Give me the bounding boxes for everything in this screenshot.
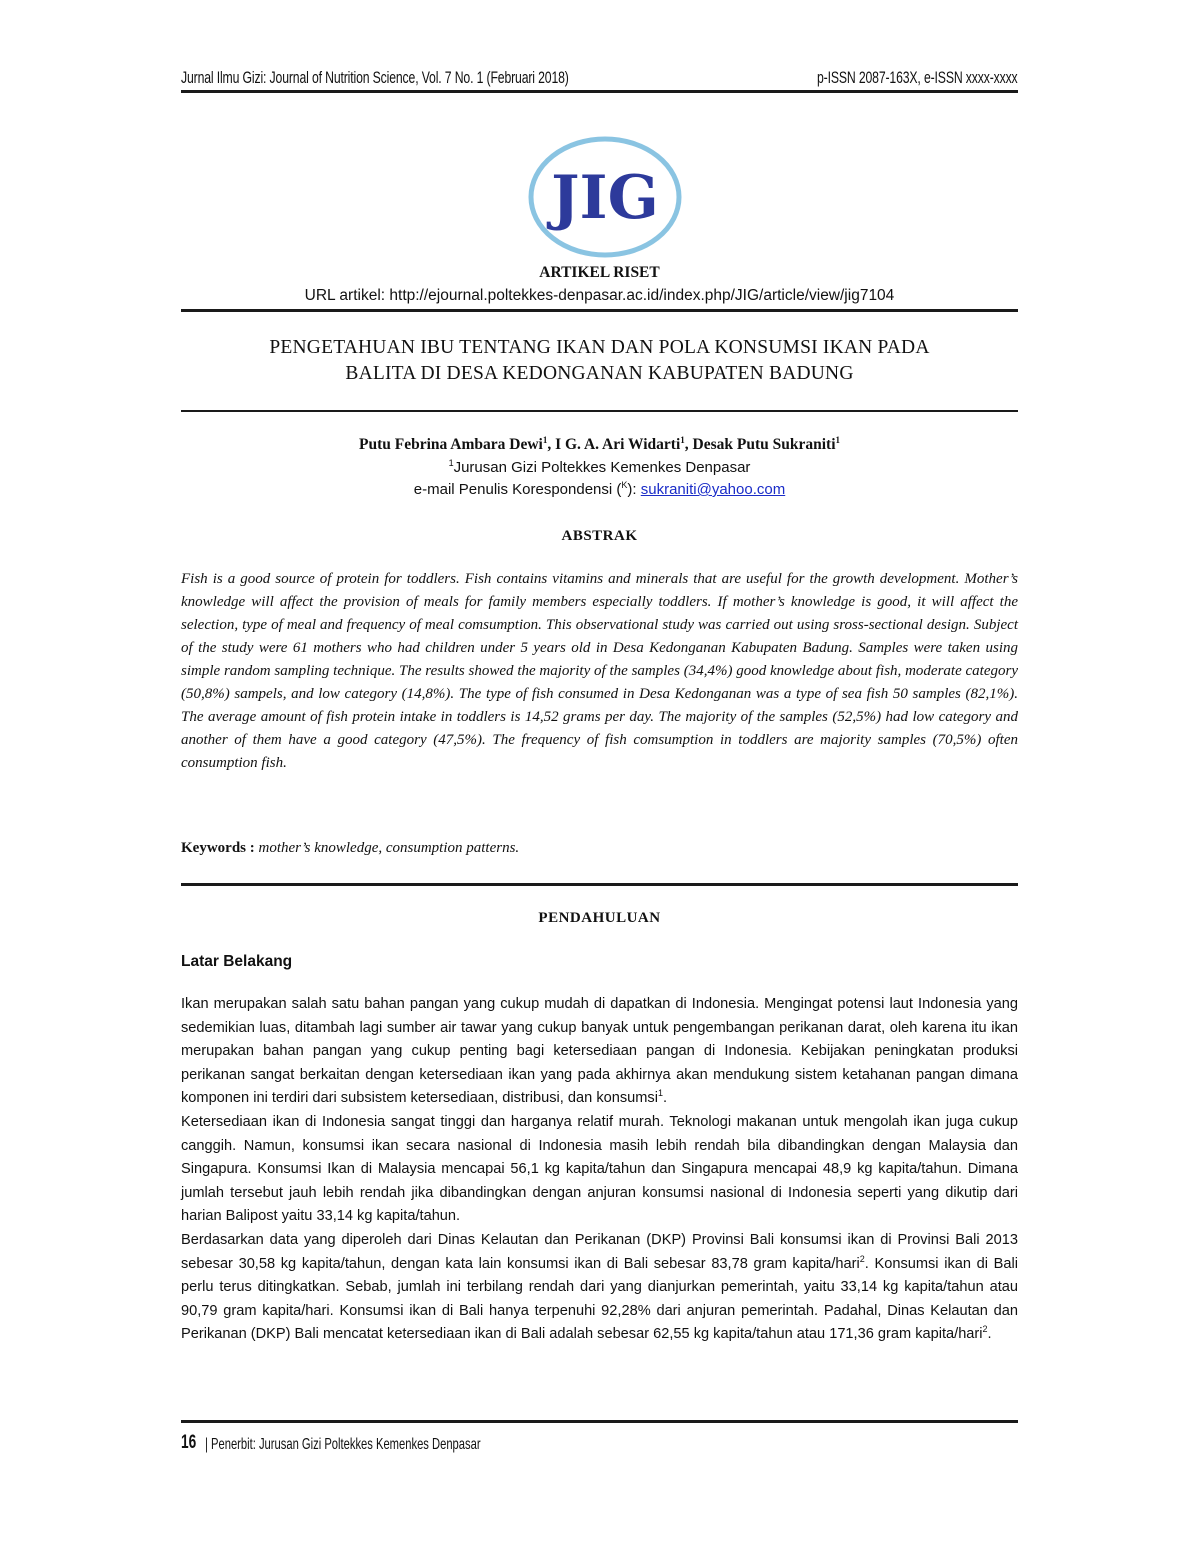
title-line-2: BALITA DI DESA KEDONGANAN KABUPATEN BADUNG [345, 363, 854, 384]
journal-logo [528, 136, 682, 258]
correspondence-suffix: ): [627, 481, 641, 498]
correspondence-line [181, 481, 1018, 498]
correspondence-prefix: e-mail Penulis Korespondensi ( [413, 481, 622, 498]
issn-header: p-ISSN 2087-163X, e-ISSN xxxx-xxxx [817, 68, 1018, 87]
section-heading: PENDAHULUAN [538, 910, 661, 926]
paragraph-text: . Konsumsi ikan di Bali perlu terus ditingkatkan. Sebab, jumlah ini terbilang rendah dari yang dianjurkan pemerintah, yaitu 33,14 kg kapita/tahun atau 90,79 gram kapita/hari. Konsumsi ikan di Bali hanya terpenuhi 92,28% dari anjuran pemerintah. Padahal, Dinas Kelautan dan Perikanan (DKP) Bali mencatat ketersediaan ikan di Bali adalah sebesar 62,55 kg kapita/tahun atau 171,36 gram kapita/hari [181, 1255, 1018, 1343]
author-sup: 1 [542, 435, 548, 445]
page-number: 16 [181, 1432, 197, 1453]
citation-sup: 2 [982, 1324, 988, 1335]
author-sep: , [684, 436, 693, 453]
affiliation-sup: 1 [448, 458, 454, 468]
paragraph: Ketersediaan ikan di Indonesia sangat tinggi dan harganya relatif murah. Teknologi makanan untuk mengolah ikan juga cukup canggih. Namun, konsumsi ikan secara nasional di Indonesia masih lebih rendah bila dibandingkan dengan Malaysia dan Singapura. Konsumsi Ikan di Malaysia mencapai 56,1 kg kapita/tahun dan Singapura mencapai 48,9 kg kapita/tahun. Dimana jumlah tersebut jauh lebih rendah jika dibandingkan dengan anjuran konsumsi nasional di Indonesia seperti yang dikutip dari harian Balipost yaitu 33,14 kg kapita/tahun. [181, 1113, 1018, 1225]
abstract-text: Fish is a good source of protein for toddlers. Fish contains vitamins and minerals that are useful for the growth development. Mother’s knowledge will affect the provision of meals for family members especially toddlers. If mother’s knowledge is good, it will affect the selection, type of meal and frequency of meal comsumption. This observational study was carried out using sross-sectional design. Subject of the study were 61 mothers who had children under 5 years old in Desa Kedonganan Kabupaten Badung. Samples were taken using simple random sampling technique. The results showed the majority of the samples (34,4%) good knowledge about fish, moderate category (50,8%) sampels, and low category (14,8%). The type of fish consumed in Desa Kedonganan was a type of sea fish 50 samples (82,1%). The average amount of fish protein intake in toddlers is 14,52 grams per day. The majority of the samples (52,5%) had low category and another of them have a good category (47,5%). The frequency of fish comsumption in toddlers are majority samples (70,5%) often consumption fish. [181, 571, 1018, 771]
correspondence-mark: K [621, 480, 628, 490]
paragraph-text: Berdasarkan data yang diperoleh dari Dinas Kelautan dan Perikanan (DKP) Provinsi Bali konsumsi ikan di Provinsi Bali 2013 sebesar 30,58 kg kapita/tahun, dengan kata lain konsumsi ikan di Bali sebesar 83,78 gram kapita/hari [181, 1231, 1018, 1272]
citation-sup: 2 [859, 1253, 865, 1264]
abstract-bottom-rule [181, 883, 1018, 886]
publisher-line: | Penerbit: Jurusan Gizi Poltekkes Kemenkes Denpasar [205, 1436, 481, 1453]
author-list [181, 436, 1018, 454]
subsection-heading: Latar Belakang [181, 953, 293, 970]
article-url-line [181, 287, 1018, 305]
abstract-heading: ABSTRAK [561, 528, 638, 544]
paragraph-end: . [987, 1326, 992, 1343]
keywords-label: Keywords : [181, 840, 255, 856]
title-top-rule [181, 309, 1018, 312]
email-link[interactable]: sukraniti@yahoo.com [640, 481, 786, 498]
url-label: URL artikel: [304, 287, 386, 304]
author-sup: 1 [680, 435, 685, 445]
article-url[interactable]: http://ejournal.poltekkes-denpasar.ac.id/index.php/JIG/article/view/jig7104 [389, 287, 895, 304]
affiliation-text: Jurusan Gizi Poltekkes Kemenkes Denpasar [453, 459, 751, 476]
paragraph [181, 993, 1018, 1111]
keywords-line [181, 840, 1018, 857]
paragraph-text: Ikan merupakan salah satu bahan pangan yang cukup mudah di dapatkan di Indonesia. Mengingat potensi laut Indonesia yang sedemikian luas, ditambah lagi sumber air tawar yang cukup banyak untuk pengembangan perikanan darat, oleh karena itu ikan merupakan bahan pangan yang cukup penting bagi ketersediaan pangan di Indonesia. Kebijakan peningkatan produksi perikanan sangat berkaitan dengan ketersediaan ikan yang pada akhirnya akan mendukung sistem ketahanan pangan dimana komponen ini terdiri dari subsistem ketersediaan, distribusi, dan konsumsi [181, 996, 1018, 1107]
affiliation [181, 459, 1018, 476]
paragraph-end: . [662, 1090, 668, 1107]
author-sup: 1 [835, 435, 840, 445]
citation-sup: 1 [657, 1088, 663, 1099]
article-title [181, 335, 1018, 387]
body-text [181, 993, 1018, 1347]
author-name: I G. A. Ari Widarti [555, 436, 681, 453]
header-rule [181, 90, 1018, 93]
logo-text: JIG [551, 163, 659, 233]
article-type: ARTIKEL RISET [539, 264, 660, 281]
title-line-1: PENGETAHUAN IBU TENTANG IKAN DAN POLA KONSUMSI IKAN PADA [269, 337, 930, 358]
keywords-text: mother’s knowledge, consumption patterns. [258, 840, 520, 856]
journal-header: Jurnal Ilmu Gizi: Journal of Nutrition Science, Vol. 7 No. 1 (Februari 2018) [181, 68, 569, 87]
author-sep: , [547, 436, 556, 453]
title-bottom-rule [181, 410, 1018, 412]
author-name: Putu Febrina Ambara Dewi [359, 436, 543, 453]
paragraph [181, 1229, 1018, 1347]
footer-rule [181, 1420, 1018, 1423]
author-name: Desak Putu Sukraniti [692, 436, 836, 453]
